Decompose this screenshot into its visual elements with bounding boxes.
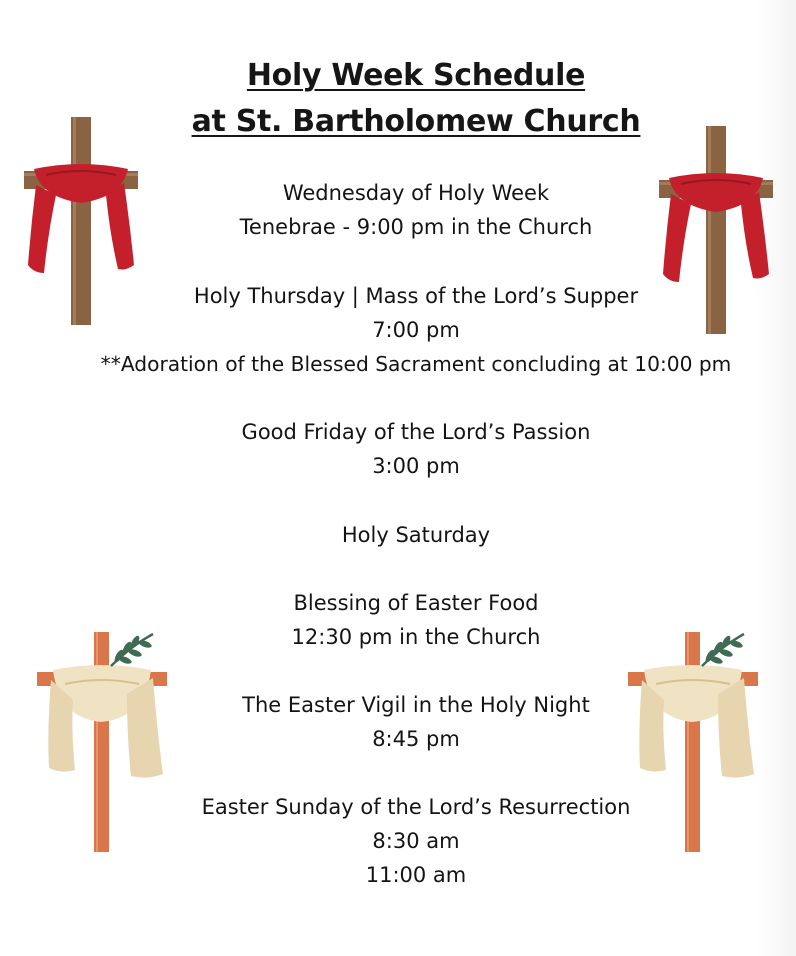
cross-white-drape-palm-icon [626, 630, 760, 854]
sunday-title: Easter Sunday of the Lord’s Resurrection [201, 795, 631, 819]
friday-title: Good Friday of the Lord’s Passion [241, 420, 591, 444]
sunday-time-1: 8:30 am [372, 829, 460, 853]
sunday-time-2: 11:00 am [365, 863, 467, 887]
blessing-detail: 12:30 pm in the Church [291, 625, 541, 649]
saturday-title: Holy Saturday [341, 523, 491, 547]
title-line-2: at St. Bartholomew Church [191, 104, 641, 139]
title-line-1: Holy Week Schedule [246, 58, 586, 93]
cross-red-drape-icon [22, 115, 140, 327]
thursday-note: **Adoration of the Blessed Sacrament concluding at 10:00 pm [100, 352, 732, 376]
friday-time: 3:00 pm [372, 454, 460, 478]
cross-red-drape-icon [657, 124, 775, 336]
vigil-time: 8:45 pm [372, 727, 460, 751]
wednesday-detail: Tenebrae - 9:00 pm in the Church [239, 215, 593, 239]
thursday-title: Holy Thursday | Mass of the Lord’s Supper [193, 284, 639, 308]
thursday-time: 7:00 pm [372, 318, 460, 342]
wednesday-title: Wednesday of Holy Week [282, 181, 550, 205]
cross-white-drape-palm-icon [35, 630, 169, 854]
blessing-title: Blessing of Easter Food [293, 591, 539, 615]
vigil-title: The Easter Vigil in the Holy Night [242, 693, 590, 717]
